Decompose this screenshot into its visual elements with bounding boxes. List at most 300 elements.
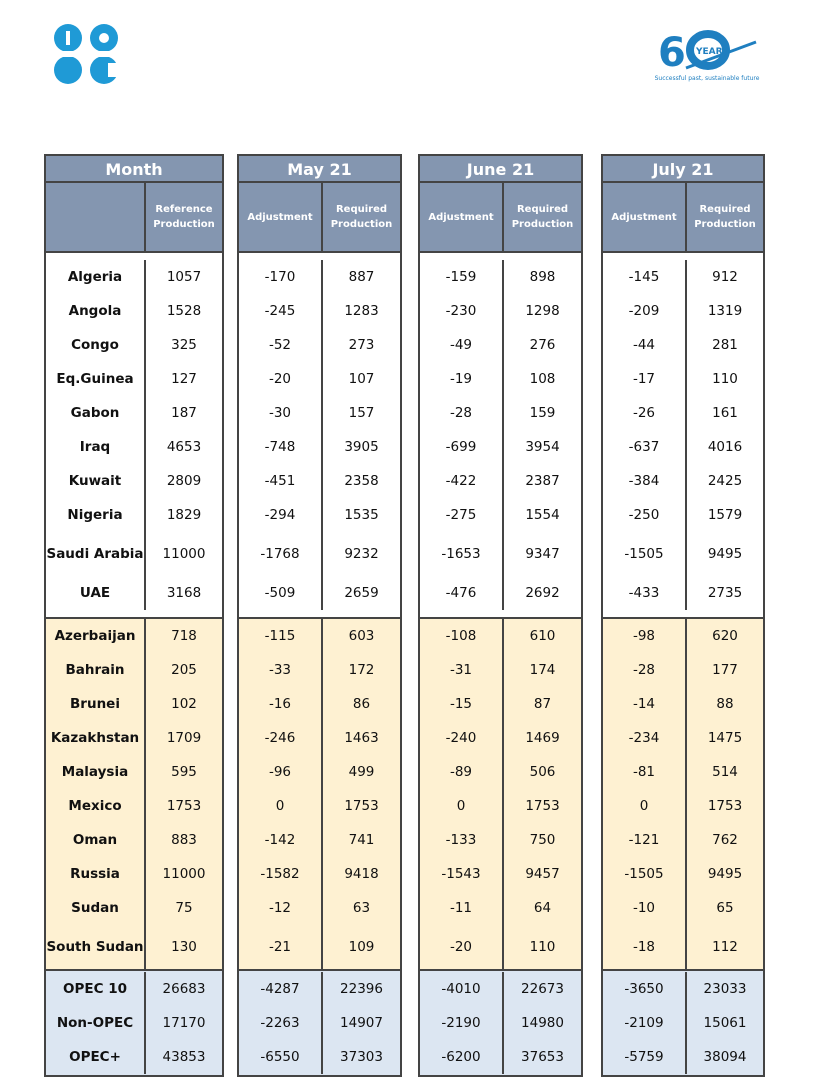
table-row (420, 396, 581, 430)
required-production-value: 9418 (321, 857, 400, 891)
july-block (601, 154, 765, 1077)
reference-production-value: 11000 (144, 857, 222, 891)
adjustment-value: -14 (632, 696, 656, 712)
month-block (44, 154, 224, 1077)
required-production-value: 3905 (321, 430, 400, 464)
table-row (46, 294, 222, 328)
required-production-value: 9495 (685, 532, 763, 576)
required-production-value: 2692 (502, 576, 581, 610)
month-subheader (420, 183, 581, 253)
required-production-value: 281 (685, 328, 763, 362)
required-production-value: 1753 (321, 789, 400, 823)
table-row (603, 294, 763, 328)
adjustment-value: -2109 (624, 1015, 664, 1031)
adjustment-value: -18 (632, 939, 656, 955)
adjustment-value: -294 (264, 507, 296, 523)
reference-production-value: 595 (144, 755, 222, 789)
country-name: Russia (70, 866, 120, 882)
table-row (46, 1040, 222, 1074)
totals-group (603, 971, 763, 1075)
reference-production-value: 1709 (144, 721, 222, 755)
required-production-value: 23033 (685, 972, 763, 1006)
table-row (46, 532, 222, 576)
svg-text:YEARS: YEARS (696, 47, 730, 57)
totals-group (420, 971, 581, 1075)
table-row (239, 755, 400, 789)
adjustment-value: -4010 (441, 981, 481, 997)
adjustment-value: -17 (632, 371, 656, 387)
reference-production-value: 718 (144, 619, 222, 653)
reference-production-value: 4653 (144, 430, 222, 464)
adjustment-header: Adjustment (420, 183, 502, 251)
country-name: Nigeria (67, 507, 123, 523)
table-row (420, 653, 581, 687)
adjustment-value: -748 (264, 439, 296, 455)
required-production-value: 1579 (685, 498, 763, 532)
table-row (46, 430, 222, 464)
required-production-value: 22396 (321, 972, 400, 1006)
adjustment-value: -4287 (260, 981, 300, 997)
table-row (420, 755, 581, 789)
reference-production-value: 883 (144, 823, 222, 857)
table-row (603, 891, 763, 925)
required-production-value: 1753 (502, 789, 581, 823)
required-production-value: 64 (502, 891, 581, 925)
required-production-value: 2659 (321, 576, 400, 610)
adjustment-value: -422 (445, 473, 477, 489)
required-production-value: 112 (685, 925, 763, 969)
country-name: Congo (71, 337, 119, 353)
required-production-value: 499 (321, 755, 400, 789)
table-row (420, 721, 581, 755)
required-production-value: 172 (321, 653, 400, 687)
adjustment-value: -115 (264, 628, 296, 644)
table-row (603, 687, 763, 721)
table-row (603, 823, 763, 857)
country-name: Mexico (68, 798, 122, 814)
month-title: June 21 (420, 156, 581, 183)
required-production-value: 157 (321, 396, 400, 430)
country-name: Algeria (67, 269, 123, 285)
table-row (603, 464, 763, 498)
non-opec-group (603, 619, 763, 971)
required-production-header: Required Production (321, 183, 400, 251)
table-row (420, 687, 581, 721)
required-production-value: 3954 (502, 430, 581, 464)
required-production-value: 750 (502, 823, 581, 857)
table-row (603, 532, 763, 576)
required-production-value: 65 (685, 891, 763, 925)
required-production-value: 4016 (685, 430, 763, 464)
required-production-value: 9347 (502, 532, 581, 576)
required-production-value: 1283 (321, 294, 400, 328)
table-row (46, 721, 222, 755)
adjustment-value: -20 (268, 371, 292, 387)
adjustment-value: -1543 (441, 866, 481, 882)
required-production-value: 15061 (685, 1006, 763, 1040)
table-row (239, 498, 400, 532)
adjustment-value: -1582 (260, 866, 300, 882)
adjustment-value: -209 (628, 303, 660, 319)
required-production-value: 1475 (685, 721, 763, 755)
table-row (46, 328, 222, 362)
table-row (46, 823, 222, 857)
table-row (603, 653, 763, 687)
required-production-value: 2425 (685, 464, 763, 498)
adjustment-value: -81 (632, 764, 656, 780)
table-row (239, 576, 400, 610)
table-row (603, 755, 763, 789)
required-production-value: 161 (685, 396, 763, 430)
reference-production-value: 127 (144, 362, 222, 396)
table-row (46, 972, 222, 1006)
required-production-value: 1753 (685, 789, 763, 823)
table-row (603, 789, 763, 823)
table-row (46, 498, 222, 532)
table-row (46, 260, 222, 294)
reference-production-value: 1057 (144, 260, 222, 294)
reference-production-value: 75 (144, 891, 222, 925)
adjustment-value: -699 (445, 439, 477, 455)
country-name: Iraq (79, 439, 111, 455)
table-row (239, 972, 400, 1006)
required-production-value: 22673 (502, 972, 581, 1006)
required-production-header: Required Production (502, 183, 581, 251)
adjustment-value: -20 (449, 939, 473, 955)
adjustment-value: -16 (268, 696, 292, 712)
country-name: Gabon (70, 405, 120, 421)
adjustment-value: -10 (632, 900, 656, 916)
table-row (46, 619, 222, 653)
table-row (603, 576, 763, 610)
required-production-value: 159 (502, 396, 581, 430)
table-row (46, 891, 222, 925)
table-row (603, 1040, 763, 1074)
svg-text:6: 6 (658, 30, 686, 76)
table-row (46, 755, 222, 789)
table-row (46, 653, 222, 687)
adjustment-value: -142 (264, 832, 296, 848)
table-row (420, 498, 581, 532)
required-production-value: 1463 (321, 721, 400, 755)
adjustment-value: -2263 (260, 1015, 300, 1031)
reference-production-value: 1528 (144, 294, 222, 328)
table-row (603, 260, 763, 294)
table-row (46, 1006, 222, 1040)
table-row (239, 619, 400, 653)
required-production-value: 603 (321, 619, 400, 653)
country-name: Kuwait (68, 473, 122, 489)
table-row (420, 532, 581, 576)
required-production-value: 898 (502, 260, 581, 294)
table-row (420, 328, 581, 362)
table-row (603, 498, 763, 532)
adjustment-value: -98 (632, 628, 656, 644)
adjustment-value: -250 (628, 507, 660, 523)
country-name: OPEC 10 (63, 981, 127, 997)
tagline: Successful past, sustainable future (654, 75, 760, 82)
reference-production-value: 130 (144, 925, 222, 969)
adjustment-value: -170 (264, 269, 296, 285)
adjustment-value: 0 (456, 798, 466, 814)
reference-production-header: Reference Production (144, 183, 222, 251)
table-row (239, 328, 400, 362)
table-row (239, 1040, 400, 1074)
table-row (46, 576, 222, 610)
adjustment-value: -1768 (260, 546, 300, 562)
adjustment-value: -33 (268, 662, 292, 678)
adjustment-value: -28 (632, 662, 656, 678)
required-production-value: 2387 (502, 464, 581, 498)
reference-production-value: 26683 (144, 972, 222, 1006)
required-production-value: 506 (502, 755, 581, 789)
adjustment-value: 0 (275, 798, 285, 814)
table-row (420, 619, 581, 653)
country-name: Azerbaijan (54, 628, 136, 644)
adjustment-value: -15 (449, 696, 473, 712)
reference-production-value: 3168 (144, 576, 222, 610)
table-row (420, 789, 581, 823)
table-row (420, 891, 581, 925)
required-production-value: 9232 (321, 532, 400, 576)
adjustment-value: -6200 (441, 1049, 481, 1065)
adjustment-value: -3650 (624, 981, 664, 997)
month-header: Month (46, 156, 222, 183)
table-row (603, 721, 763, 755)
table-row (239, 857, 400, 891)
reference-production-value: 205 (144, 653, 222, 687)
country-name: Angola (68, 303, 122, 319)
table-row (239, 532, 400, 576)
country-name: Non-OPEC (56, 1015, 134, 1031)
opec-group (239, 253, 400, 619)
required-production-value: 87 (502, 687, 581, 721)
required-production-value: 177 (685, 653, 763, 687)
adjustment-value: -275 (445, 507, 477, 523)
country-name: Oman (72, 832, 118, 848)
table-row (46, 396, 222, 430)
country-name: Bahrain (65, 662, 125, 678)
table-row (420, 1040, 581, 1074)
table-row (239, 1006, 400, 1040)
reference-production-value: 1829 (144, 498, 222, 532)
table-row (603, 925, 763, 969)
required-production-value: 1469 (502, 721, 581, 755)
table-row (603, 328, 763, 362)
table-row (239, 396, 400, 430)
table-row (239, 294, 400, 328)
country-name: Brunei (70, 696, 120, 712)
month-subheader (239, 183, 400, 253)
country-name: Malaysia (61, 764, 129, 780)
required-production-value: 110 (502, 925, 581, 969)
required-production-value: 14907 (321, 1006, 400, 1040)
table-row (239, 430, 400, 464)
table-row (603, 857, 763, 891)
month-title: May 21 (239, 156, 400, 183)
adjustment-value: -234 (628, 730, 660, 746)
adjustment-value: -19 (449, 371, 473, 387)
required-production-value: 88 (685, 687, 763, 721)
table-row (239, 362, 400, 396)
table-row (603, 972, 763, 1006)
required-production-value: 174 (502, 653, 581, 687)
opec-group (603, 253, 763, 619)
table-row (420, 925, 581, 969)
month-title: July 21 (603, 156, 763, 183)
required-production-value: 37653 (502, 1040, 581, 1074)
adjustment-value: -108 (445, 628, 477, 644)
adjustment-value: -509 (264, 585, 296, 601)
required-production-value: 14980 (502, 1006, 581, 1040)
table-row (420, 464, 581, 498)
required-production-value: 762 (685, 823, 763, 857)
table-row (46, 857, 222, 891)
non-opec-group (46, 619, 222, 971)
table-row (46, 362, 222, 396)
country-name: Saudi Arabia (46, 546, 144, 562)
adjustment-value: -159 (445, 269, 477, 285)
adjustment-value: -1505 (624, 546, 664, 562)
country-name: South Sudan (46, 939, 144, 955)
adjustment-value: -11 (449, 900, 473, 916)
table-row (420, 576, 581, 610)
adjustment-value: -31 (449, 662, 473, 678)
reference-production-value: 1753 (144, 789, 222, 823)
blank-subheader (46, 183, 144, 251)
table-row (46, 464, 222, 498)
table-row (420, 260, 581, 294)
adjustment-value: -2190 (441, 1015, 481, 1031)
adjustment-value: -133 (445, 832, 477, 848)
adjustment-value: -1653 (441, 546, 481, 562)
adjustment-value: -26 (632, 405, 656, 421)
table-row (46, 925, 222, 969)
opec-group (46, 253, 222, 619)
adjustment-value: -245 (264, 303, 296, 319)
adjustment-value: -637 (628, 439, 660, 455)
adjustment-value: -44 (632, 337, 656, 353)
adjustment-value: -240 (445, 730, 477, 746)
table-row (239, 687, 400, 721)
required-production-value: 2358 (321, 464, 400, 498)
table-row (239, 721, 400, 755)
required-production-value: 2735 (685, 576, 763, 610)
adjustment-value: -6550 (260, 1049, 300, 1065)
adjustment-value: -145 (628, 269, 660, 285)
table-row (420, 294, 581, 328)
adjustment-value: -30 (268, 405, 292, 421)
required-production-value: 610 (502, 619, 581, 653)
country-name: UAE (79, 585, 111, 601)
table-row (420, 857, 581, 891)
reference-production-value: 102 (144, 687, 222, 721)
required-production-value: 1535 (321, 498, 400, 532)
required-production-value: 514 (685, 755, 763, 789)
adjustment-value: -476 (445, 585, 477, 601)
table-row (603, 430, 763, 464)
table-row (239, 891, 400, 925)
country-name: Kazakhstan (50, 730, 140, 746)
required-production-value: 109 (321, 925, 400, 969)
table-row (239, 260, 400, 294)
adjustment-value: -12 (268, 900, 292, 916)
required-production-value: 273 (321, 328, 400, 362)
adjustment-value: -246 (264, 730, 296, 746)
table-row (239, 823, 400, 857)
table-row (46, 687, 222, 721)
month-subheader (46, 183, 222, 253)
reference-production-value: 325 (144, 328, 222, 362)
reference-production-value: 11000 (144, 532, 222, 576)
required-production-value: 9495 (685, 857, 763, 891)
required-production-header: Required Production (685, 183, 763, 251)
totals-group (239, 971, 400, 1075)
table-row (420, 972, 581, 1006)
adjustment-value: -96 (268, 764, 292, 780)
table-row (420, 1006, 581, 1040)
adjustment-value: -49 (449, 337, 473, 353)
non-opec-group (239, 619, 400, 971)
adjustment-value: -384 (628, 473, 660, 489)
adjustment-header: Adjustment (603, 183, 685, 251)
table-row (239, 925, 400, 969)
table-row (420, 362, 581, 396)
country-name: OPEC+ (69, 1049, 121, 1065)
required-production-value: 38094 (685, 1040, 763, 1074)
opec-group (420, 253, 581, 619)
required-production-value: 63 (321, 891, 400, 925)
adjustment-value: -21 (268, 939, 292, 955)
required-production-value: 887 (321, 260, 400, 294)
adjustment-value: -451 (264, 473, 296, 489)
month-subheader (603, 183, 763, 253)
adjustment-value: -5759 (624, 1049, 664, 1065)
table-row (603, 1006, 763, 1040)
required-production-value: 1319 (685, 294, 763, 328)
non-opec-group (420, 619, 581, 971)
table-row (420, 430, 581, 464)
required-production-value: 110 (685, 362, 763, 396)
adjustment-value: -52 (268, 337, 292, 353)
required-production-value: 86 (321, 687, 400, 721)
required-production-value: 37303 (321, 1040, 400, 1074)
required-production-value: 9457 (502, 857, 581, 891)
may-block (237, 154, 402, 1077)
required-production-value: 1298 (502, 294, 581, 328)
opec-logo (52, 22, 120, 86)
adjustment-value: -89 (449, 764, 473, 780)
reference-production-value: 187 (144, 396, 222, 430)
adjustment-value: -433 (628, 585, 660, 601)
required-production-value: 1554 (502, 498, 581, 532)
adjustment-header: Adjustment (239, 183, 321, 251)
table-row (420, 823, 581, 857)
table-row (239, 789, 400, 823)
required-production-value: 108 (502, 362, 581, 396)
adjustment-value: 0 (639, 798, 649, 814)
country-name: Eq.Guinea (56, 371, 134, 387)
table-row (46, 789, 222, 823)
required-production-value: 620 (685, 619, 763, 653)
required-production-value: 741 (321, 823, 400, 857)
table-row (239, 464, 400, 498)
required-production-value: 276 (502, 328, 581, 362)
adjustment-value: -28 (449, 405, 473, 421)
table-row (603, 396, 763, 430)
table-row (239, 653, 400, 687)
adjustment-value: -230 (445, 303, 477, 319)
